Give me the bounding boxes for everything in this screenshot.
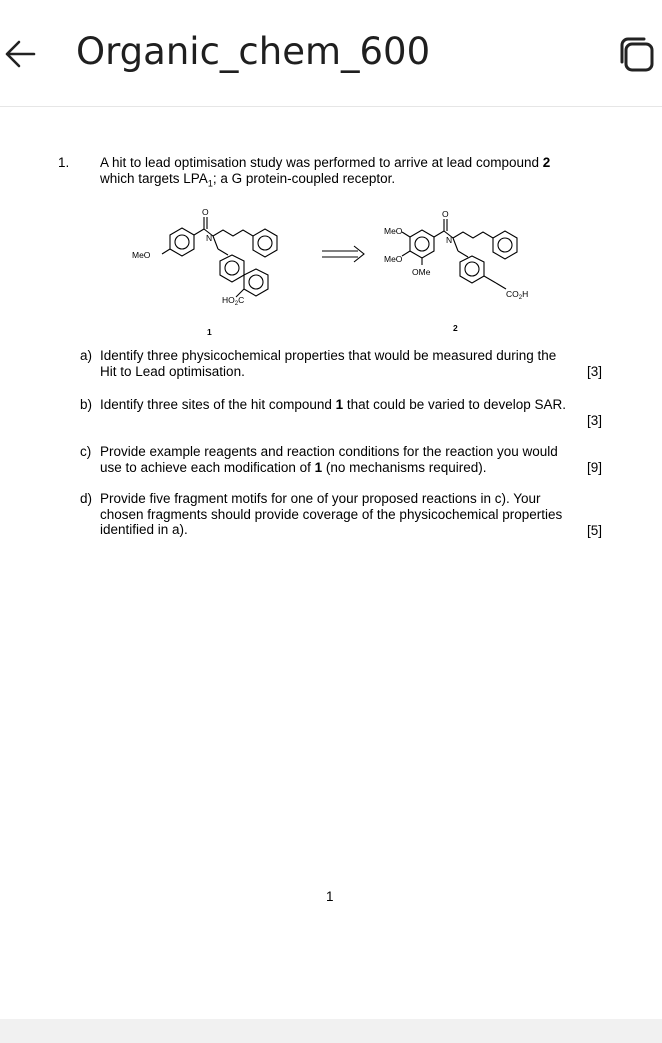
- question-intro: A hit to lead optimisation study was performed to arrive at lead compound 2 which targets $LPA_1$; a G protein-coupled receptor.: [100, 155, 551, 189]
- page-title: Organic_chem_600: [76, 30, 431, 73]
- c2-o-label: O: [442, 209, 449, 219]
- c2-meo-mid-label: MeO: [384, 254, 403, 264]
- c2-co2h-label: $CO_2H$: [506, 289, 529, 301]
- document-page: 1. A hit to lead optimisation study was performed to arrive at lead compound 2 which targets $LPA_1$; a G protein-coupled receptor. MeO O N $HO_2C$ 1 MeO MeO OMe O N $CO_2H$ 2 a) Identify three physicochemical properties that would be measured during the Hit to Lead optimisation. [3] b) Identify three sites of the hit compound 1 that could be varied to develop SAR. [3] c) Provide example reagents and reaction conditions for the reaction you would use to achieve each modification of 1 (no mechanisms required). [9] d) Provide five fragment motifs for one of your proposed reactions in c). Your chosen fragments should provide coverage of the physicochemical properties identified in a). [5] 1: [0, 107, 662, 1019]
- c1-ho2c-label: $HO_2C$: [222, 295, 245, 307]
- page-number: 1: [326, 889, 334, 904]
- app-bar: [0, 0, 662, 107]
- compound-1-label: 1: [207, 327, 212, 337]
- arrow-left-icon: [3, 37, 37, 71]
- question-number: 1.: [58, 155, 70, 170]
- marks-a: [3]: [587, 364, 603, 379]
- back-button[interactable]: [0, 32, 40, 76]
- reaction-scheme: [110, 199, 550, 339]
- c1-o-label: O: [202, 207, 209, 217]
- c1-meo-label: MeO: [132, 250, 151, 260]
- c1-n-label: N: [206, 233, 213, 243]
- copy-icon: [617, 35, 657, 75]
- marks-c: [9]: [587, 460, 603, 475]
- marks-d: [5]: [587, 523, 603, 538]
- c2-ome-label: OMe: [412, 267, 431, 277]
- copy-button[interactable]: [614, 32, 660, 78]
- bottom-bar: [0, 1019, 662, 1043]
- marks-b: [3]: [587, 413, 603, 428]
- c2-meo-top-label: MeO: [384, 226, 403, 236]
- c2-n-label: N: [446, 235, 453, 245]
- compound-2-label: 2: [453, 323, 458, 333]
